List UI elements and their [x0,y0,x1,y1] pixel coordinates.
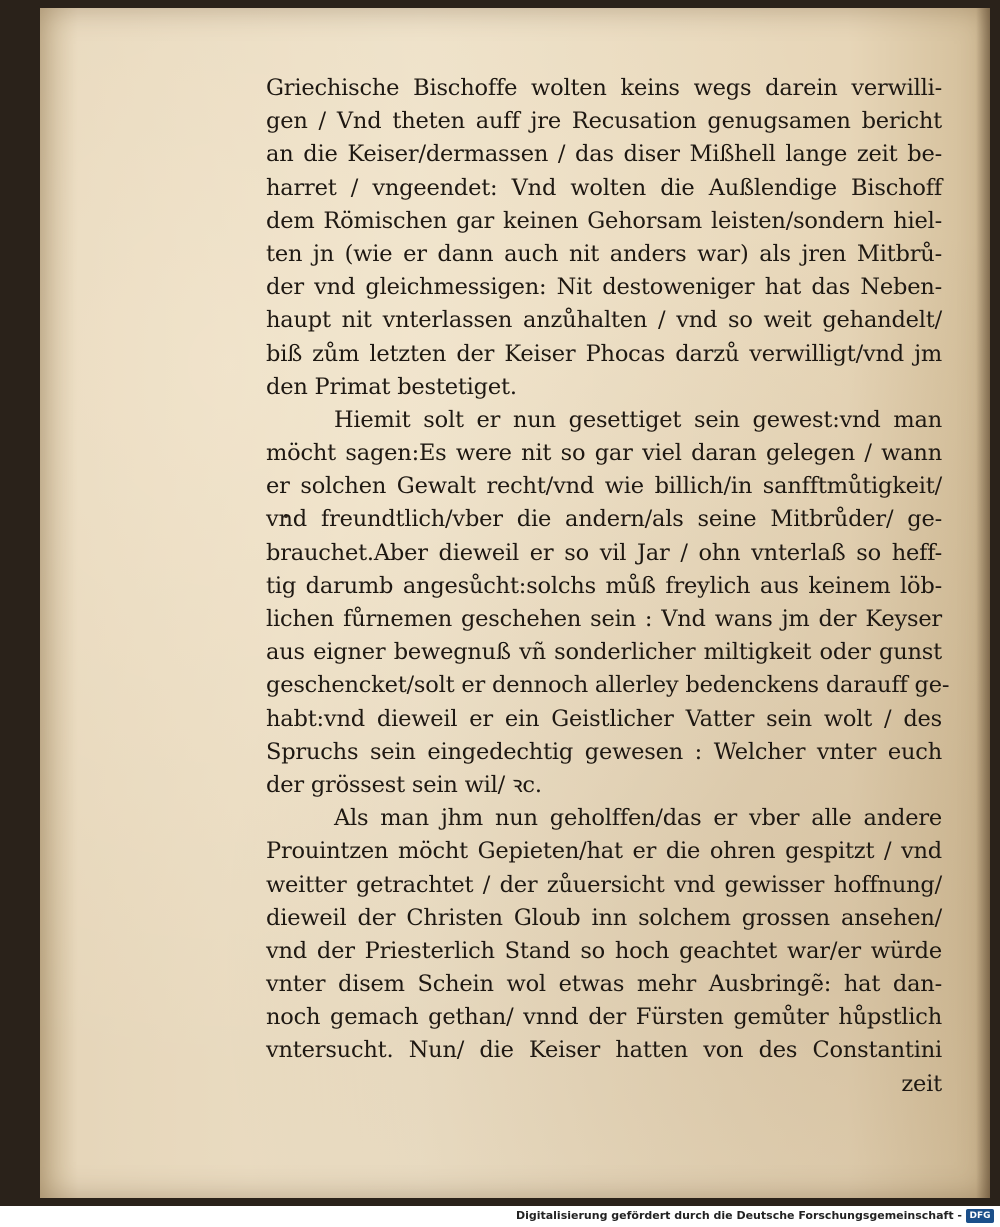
catchword: zeit [901,1070,942,1097]
dfg-logo-icon: DFG [966,1209,994,1223]
text-line-22: der grössest sein wil/ ꝛc. [266,771,542,798]
text-line-7: der vnd gleichmessigen: Nit destoweniger hat das Neben- [266,274,942,301]
footer-bar [0,1206,1000,1227]
text-line-21: Spruchs sein eingedechtig gewesen : Welcher vnter euch [266,738,942,765]
text-line-16: tig darumb angesůcht:solchs můß freylich aus keinem löb- [266,572,942,599]
text-line-23: Als man jhm nun geholffen/das er vber alle andere [334,805,942,832]
text-line-6: ten jn (wie er dann auch nit anders war) als jren Mitbrů- [266,240,942,267]
text-line-9: biß zům letzten der Keiser Phocas darzů verwilligt/vnd jm [266,340,942,367]
text-line-24: Prouintzen möcht Gepieten/hat er die ohren gespitzt / vnd [266,838,942,865]
page-edge-shadow [976,8,990,1198]
text-line-26: dieweil der Christen Gloub inn solchem grossen ansehen/ [266,904,942,931]
text-line-4: harret / vngeendet: Vnd wolten die Außlendige Bischoff [266,174,942,201]
text-line-28: vnter disem Schein wol etwas mehr Ausbringẽ: hat dan- [266,971,942,998]
text-line-10: den Primat bestetiget. [266,373,517,400]
text-line-5: dem Römischen gar keinen Gehorsam leisten/sondern hiel- [266,207,942,234]
text-line-17: lichen fůrnemen geschehen sein : Vnd wans jm der Keyser [266,606,942,632]
text-line-11: Hiemit solt er nun gesettiget sein gewest:vnd man [334,406,942,433]
text-line-20: habt:vnd dieweil er ein Geistlicher Vatter sein wolt / des [266,705,942,732]
text-line-30: vntersucht. Nun/ die Keiser hatten von des Constantini [266,1037,942,1064]
text-line-3: an die Keiser/dermassen / das diser Mißhell lange zeit be- [266,141,942,168]
text-line-12: möcht sagen:Es were nit so gar viel daran gelegen / wann [266,440,942,467]
text-line-15: brauchet.Aber dieweil er so vil Jar / ohn vnterlaß so heff- [266,539,942,566]
page-text-block [266,72,950,1101]
text-line-25: weitter getrachtet / der zůuersicht vnd gewisser hoffnung/ [266,871,942,898]
text-line-19: geschencket/solt er dennoch allerley bedenckens darauff ge- [266,672,950,699]
text-line-2: gen / Vnd theten auff jre Recusation genugsamen bericht [266,108,942,135]
text-line-29: noch gemach gethan/ vnnd der Fürsten gemůter hůpstlich [266,1004,942,1031]
text-line-18: aus eigner bewegnuß vñ sonderlicher miltigkeit oder gunst [266,639,942,666]
text-line-27: vnd der Priesterlich Stand so hoch geachtet war/er würde [266,937,942,964]
text-line-13: er solchen Gewalt recht/vnd wie billich/in sanfftmůtigkeit/ [266,473,942,500]
text-line-8: haupt nit vnterlassen anzůhalten / vnd so weit gehandelt/ [266,307,942,334]
funding-credit: Digitalisierung gefördert durch die Deutsche Forschungsgemeinschaft - [515,1209,962,1222]
text-line-14: vnd freundtlich/vber die andern/als seine Mitbrůder/ ge- [266,506,942,533]
text-line-1: Griechische Bischoffe wolten keins wegs darein verwilli- [266,75,942,101]
